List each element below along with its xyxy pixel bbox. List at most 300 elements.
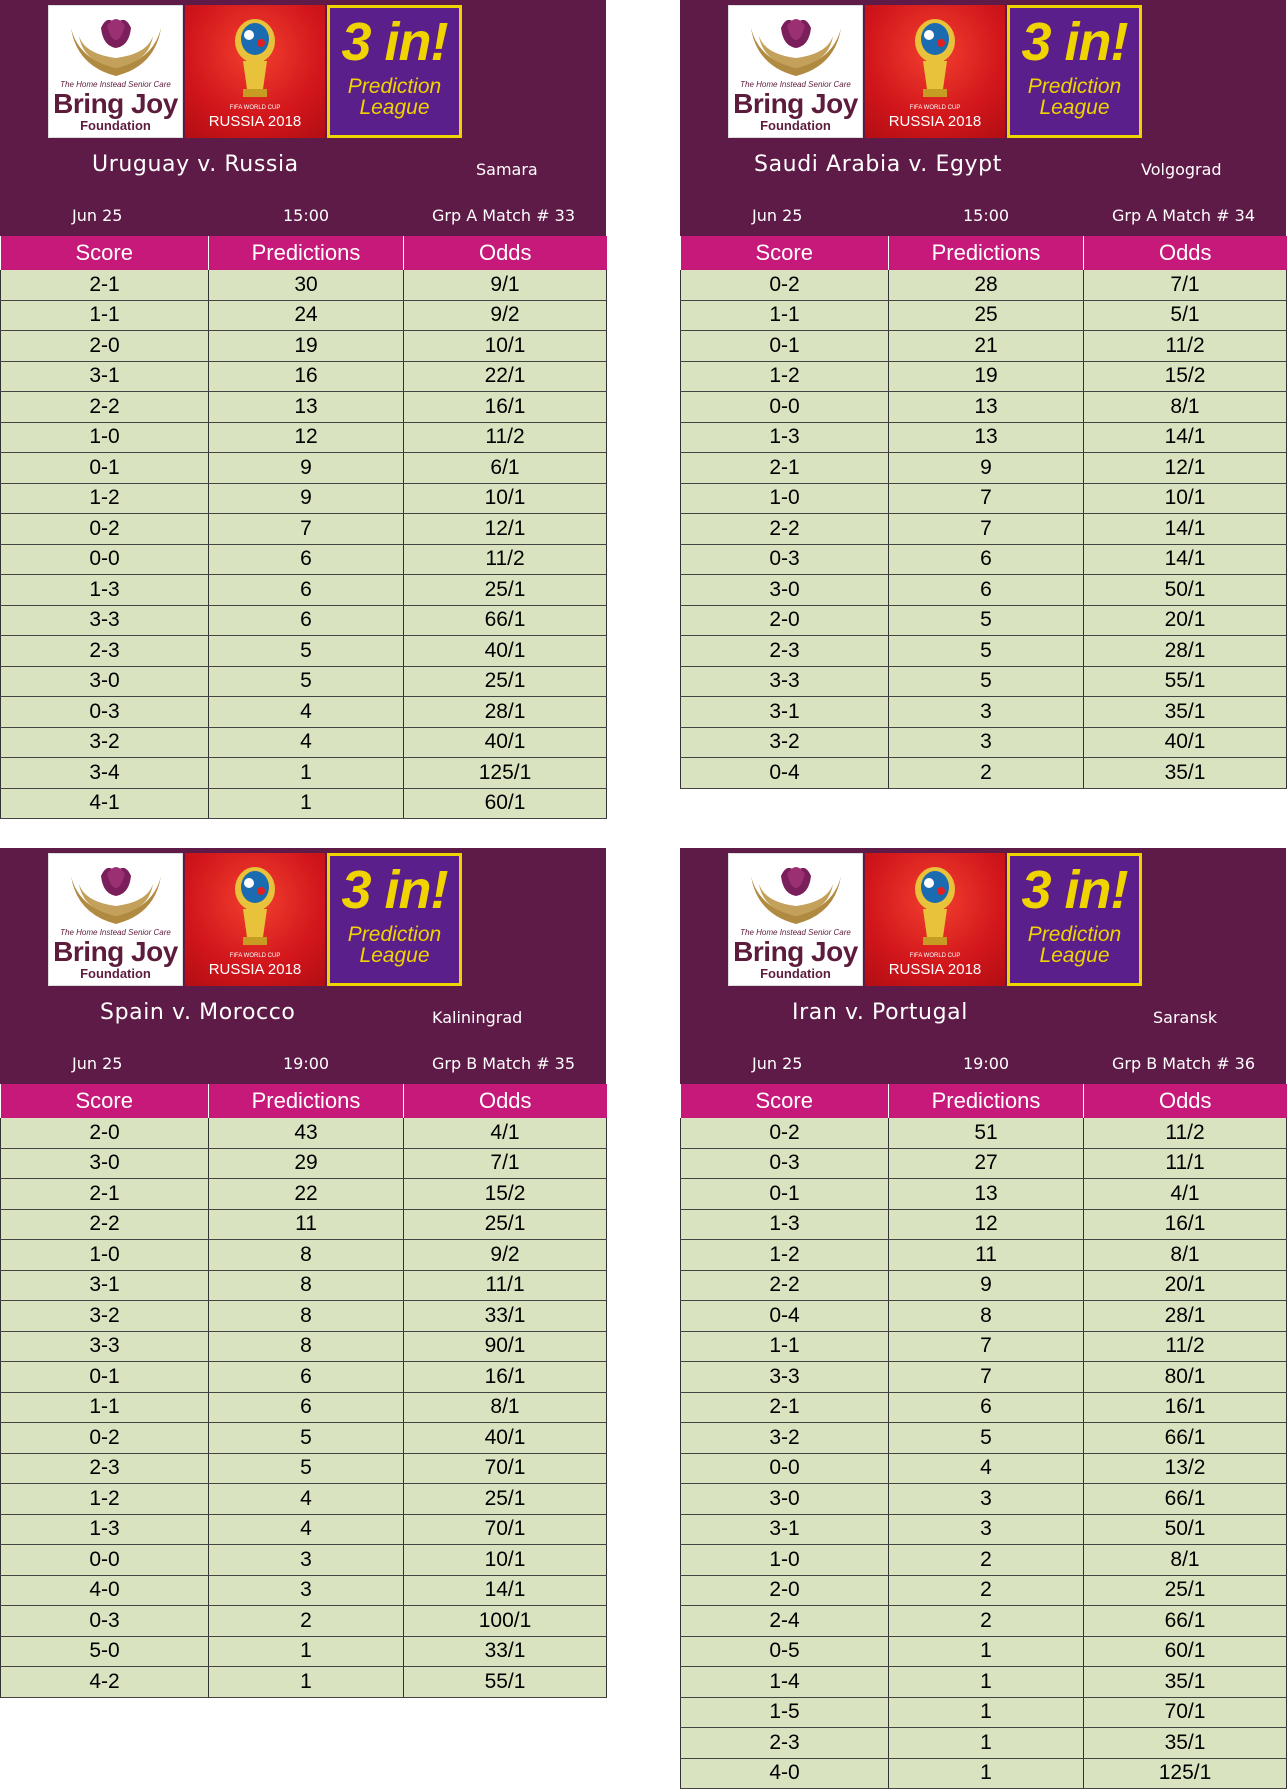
fifa-big-text: RUSSIA 2018 xyxy=(208,113,302,130)
match-date: Jun 25 xyxy=(72,1054,123,1073)
score-cell: 1-2 xyxy=(1,1484,209,1515)
table-row xyxy=(681,636,1287,667)
league-big-text: 3 in! xyxy=(1021,860,1128,920)
predictions-cell: 43 xyxy=(209,1118,404,1148)
league-big-text: 3 in! xyxy=(341,12,448,72)
odds-cell: 11/2 xyxy=(1084,1118,1287,1148)
score-cell: 0-2 xyxy=(1,1423,209,1454)
odds-cell: 11/2 xyxy=(1084,1331,1287,1362)
odds-cell: 20/1 xyxy=(1084,605,1287,636)
score-cell: 3-2 xyxy=(1,1301,209,1332)
league-big-text: 3 in! xyxy=(1021,12,1128,72)
table-row xyxy=(681,1423,1287,1454)
bring-joy-logo xyxy=(728,853,863,986)
predictions-cell: 1 xyxy=(209,758,404,789)
predictions-cell: 6 xyxy=(209,605,404,636)
score-column-header: Score xyxy=(681,1084,889,1118)
predictions-cell: 6 xyxy=(209,1392,404,1423)
predictions-cell: 2 xyxy=(889,1545,1084,1576)
odds-cell: 7/1 xyxy=(404,1148,607,1179)
odds-cell: 15/2 xyxy=(404,1179,607,1210)
odds-cell: 33/1 xyxy=(404,1301,607,1332)
fifa-small-text: FIFA WORLD CUP xyxy=(909,105,961,111)
fifa-small-text: FIFA WORLD CUP xyxy=(229,105,281,111)
odds-cell: 40/1 xyxy=(404,727,607,758)
table-row xyxy=(681,758,1287,789)
score-cell: 2-1 xyxy=(1,270,209,300)
match-time: 19:00 xyxy=(283,1054,330,1073)
score-cell: 3-0 xyxy=(681,575,889,606)
odds-cell: 60/1 xyxy=(1084,1636,1287,1667)
table-row xyxy=(1,483,607,514)
table-row xyxy=(681,1636,1287,1667)
odds-cell: 9/1 xyxy=(404,270,607,300)
odds-cell: 28/1 xyxy=(404,697,607,728)
league-subtitle xyxy=(1010,76,1139,118)
table-row xyxy=(1,575,607,606)
table-row xyxy=(681,1270,1287,1301)
score-cell: 0-3 xyxy=(1,1606,209,1637)
score-column-header: Score xyxy=(1,236,209,270)
table-row xyxy=(1,788,607,819)
odds-cell: 25/1 xyxy=(1084,1575,1287,1606)
table-row xyxy=(1,1667,607,1698)
odds-cell: 11/2 xyxy=(1084,331,1287,362)
table-row xyxy=(681,697,1287,728)
score-cell: 1-0 xyxy=(681,1545,889,1576)
match-panel xyxy=(0,848,606,1698)
predictions-cell: 3 xyxy=(209,1575,404,1606)
match-title: Saudi Arabia v. Egypt xyxy=(754,152,1002,177)
score-cell: 2-4 xyxy=(681,1606,889,1637)
fifa-small-text: FIFA WORLD CUP xyxy=(229,953,281,959)
predictions-cell: 6 xyxy=(209,544,404,575)
match-date: Jun 25 xyxy=(752,206,803,225)
score-cell: 2-1 xyxy=(681,453,889,484)
table-row xyxy=(681,1240,1287,1271)
score-cell: 2-0 xyxy=(681,1575,889,1606)
fifa-big-text: RUSSIA 2018 xyxy=(208,961,302,978)
odds-cell: 9/2 xyxy=(404,1240,607,1271)
league-logo xyxy=(327,5,462,138)
match-panel xyxy=(680,848,1286,1789)
predictions-cell: 12 xyxy=(889,1209,1084,1240)
score-cell: 4-0 xyxy=(1,1575,209,1606)
table-row xyxy=(1,270,607,300)
foundation-name: Bring Joy xyxy=(733,88,858,119)
odds-cell: 125/1 xyxy=(1084,1758,1287,1789)
table-row xyxy=(1,727,607,758)
score-cell: 3-3 xyxy=(1,605,209,636)
predictions-cell: 6 xyxy=(889,1392,1084,1423)
score-cell: 2-3 xyxy=(681,636,889,667)
score-cell: 1-3 xyxy=(681,422,889,453)
match-venue: Saransk xyxy=(1153,1008,1218,1027)
odds-cell: 6/1 xyxy=(404,453,607,484)
match-header xyxy=(680,0,1286,236)
foundation-word: Foundation xyxy=(760,966,831,981)
foundation-tagline: The Home Instead Senior Care xyxy=(740,80,851,89)
table-header-row xyxy=(1,236,607,270)
predictions-cell: 6 xyxy=(209,1362,404,1393)
match-time: 19:00 xyxy=(963,1054,1010,1073)
league-line-1: Prediction xyxy=(1027,75,1122,98)
predictions-cell: 1 xyxy=(889,1667,1084,1698)
predictions-cell: 12 xyxy=(209,422,404,453)
predictions-cell: 9 xyxy=(889,453,1084,484)
predictions-cell: 3 xyxy=(889,697,1084,728)
predictions-cell: 9 xyxy=(889,1270,1084,1301)
predictions-cell: 5 xyxy=(889,666,1084,697)
table-row xyxy=(1,300,607,331)
odds-cell: 9/2 xyxy=(404,300,607,331)
bring-joy-logo xyxy=(48,5,183,138)
odds-cell: 14/1 xyxy=(1084,422,1287,453)
table-header-row xyxy=(681,1084,1287,1118)
score-cell: 0-0 xyxy=(1,544,209,575)
predictions-cell: 8 xyxy=(209,1240,404,1271)
table-row xyxy=(1,1331,607,1362)
table-row xyxy=(1,1301,607,1332)
world-cup-logo xyxy=(185,5,325,138)
odds-column-header: Odds xyxy=(404,1084,607,1118)
score-cell: 2-2 xyxy=(1,392,209,423)
tulip-hands-icon xyxy=(49,854,184,928)
table-row xyxy=(681,727,1287,758)
table-row xyxy=(681,1545,1287,1576)
odds-cell: 11/1 xyxy=(404,1270,607,1301)
table-row xyxy=(681,392,1287,423)
predictions-cell: 16 xyxy=(209,361,404,392)
odds-cell: 66/1 xyxy=(1084,1606,1287,1637)
score-cell: 2-0 xyxy=(1,331,209,362)
table-row xyxy=(681,453,1287,484)
odds-cell: 16/1 xyxy=(1084,1392,1287,1423)
match-group: Grp A Match # 33 xyxy=(432,206,576,225)
league-big-text: 3 in! xyxy=(341,860,448,920)
score-cell: 2-3 xyxy=(1,1453,209,1484)
predictions-cell: 5 xyxy=(889,1423,1084,1454)
score-cell: 1-0 xyxy=(1,422,209,453)
predictions-cell: 25 xyxy=(889,300,1084,331)
predictions-cell: 4 xyxy=(209,697,404,728)
foundation-word: Foundation xyxy=(760,118,831,133)
score-cell: 2-2 xyxy=(681,1270,889,1301)
table-row xyxy=(1,331,607,362)
score-cell: 1-2 xyxy=(681,1240,889,1271)
odds-cell: 11/2 xyxy=(404,544,607,575)
score-cell: 3-1 xyxy=(1,361,209,392)
predictions-cell: 4 xyxy=(209,727,404,758)
predictions-cell: 1 xyxy=(889,1697,1084,1728)
score-cell: 4-0 xyxy=(681,1758,889,1789)
score-cell: 3-3 xyxy=(681,1362,889,1393)
league-line-1: Prediction xyxy=(1027,923,1122,946)
table-row xyxy=(681,1697,1287,1728)
table-row xyxy=(1,605,607,636)
score-cell: 1-1 xyxy=(681,1331,889,1362)
predictions-cell: 6 xyxy=(889,544,1084,575)
predictions-column-header: Predictions xyxy=(889,1084,1084,1118)
odds-cell: 8/1 xyxy=(1084,1240,1287,1271)
table-row xyxy=(681,1667,1287,1698)
score-cell: 3-0 xyxy=(1,1148,209,1179)
table-row xyxy=(681,605,1287,636)
predictions-cell: 5 xyxy=(889,605,1084,636)
predictions-cell: 4 xyxy=(889,1453,1084,1484)
odds-cell: 25/1 xyxy=(404,666,607,697)
score-cell: 1-0 xyxy=(1,1240,209,1271)
predictions-cell: 13 xyxy=(889,392,1084,423)
world-cup-logo xyxy=(865,853,1005,986)
score-cell: 2-0 xyxy=(1,1118,209,1148)
score-cell: 0-3 xyxy=(681,1148,889,1179)
predictions-cell: 3 xyxy=(889,727,1084,758)
league-subtitle xyxy=(330,924,459,966)
predictions-cell: 13 xyxy=(209,392,404,423)
predictions-cell: 24 xyxy=(209,300,404,331)
match-group: Grp B Match # 36 xyxy=(1112,1054,1256,1073)
predictions-cell: 28 xyxy=(889,270,1084,300)
table-row xyxy=(681,1148,1287,1179)
score-cell: 1-3 xyxy=(1,575,209,606)
predictions-cell: 19 xyxy=(889,361,1084,392)
league-subtitle xyxy=(330,76,459,118)
predictions-cell: 29 xyxy=(209,1148,404,1179)
score-cell: 0-0 xyxy=(681,392,889,423)
predictions-cell: 13 xyxy=(889,1179,1084,1210)
table-row xyxy=(1,1514,607,1545)
odds-cell: 4/1 xyxy=(1084,1179,1287,1210)
table-row xyxy=(681,300,1287,331)
table-row xyxy=(681,422,1287,453)
score-cell: 1-4 xyxy=(681,1667,889,1698)
score-cell: 2-1 xyxy=(681,1392,889,1423)
predictions-cell: 7 xyxy=(889,1362,1084,1393)
score-cell: 0-1 xyxy=(681,331,889,362)
table-row xyxy=(681,1392,1287,1423)
score-cell: 1-3 xyxy=(681,1209,889,1240)
score-cell: 0-3 xyxy=(1,697,209,728)
odds-cell: 70/1 xyxy=(1084,1697,1287,1728)
odds-cell: 10/1 xyxy=(1084,483,1287,514)
foundation-name: Bring Joy xyxy=(53,936,178,967)
predictions-cell: 11 xyxy=(209,1209,404,1240)
predictions-cell: 1 xyxy=(209,1636,404,1667)
table-row xyxy=(681,1484,1287,1515)
score-cell: 1-1 xyxy=(1,1392,209,1423)
odds-cell: 20/1 xyxy=(1084,1270,1287,1301)
score-cell: 1-2 xyxy=(1,483,209,514)
score-cell: 1-0 xyxy=(681,483,889,514)
predictions-cell: 27 xyxy=(889,1148,1084,1179)
table-header-row xyxy=(681,236,1287,270)
score-cell: 0-2 xyxy=(681,1118,889,1148)
predictions-cell: 6 xyxy=(209,575,404,606)
match-venue: Volgograd xyxy=(1141,160,1222,179)
score-cell: 3-3 xyxy=(681,666,889,697)
trophy-icon xyxy=(185,853,325,953)
table-row xyxy=(1,1423,607,1454)
match-group: Grp B Match # 35 xyxy=(432,1054,576,1073)
odds-cell: 60/1 xyxy=(404,788,607,819)
score-cell: 4-1 xyxy=(1,788,209,819)
predictions-cell: 2 xyxy=(889,1575,1084,1606)
league-line-1: Prediction xyxy=(347,75,442,98)
table-row xyxy=(681,1179,1287,1210)
table-row xyxy=(681,1362,1287,1393)
score-cell: 0-2 xyxy=(681,270,889,300)
odds-cell: 14/1 xyxy=(1084,544,1287,575)
world-cup-logo xyxy=(185,853,325,986)
odds-cell: 70/1 xyxy=(404,1514,607,1545)
score-column-header: Score xyxy=(1,1084,209,1118)
predictions-cell: 7 xyxy=(889,1331,1084,1362)
odds-cell: 11/2 xyxy=(404,422,607,453)
odds-cell: 66/1 xyxy=(1084,1423,1287,1454)
predictions-cell: 4 xyxy=(209,1484,404,1515)
odds-cell: 80/1 xyxy=(1084,1362,1287,1393)
tulip-hands-icon xyxy=(49,6,184,80)
foundation-tagline: The Home Instead Senior Care xyxy=(740,928,851,937)
table-row xyxy=(1,1118,607,1148)
table-row xyxy=(1,544,607,575)
score-cell: 1-1 xyxy=(681,300,889,331)
table-row xyxy=(681,1575,1287,1606)
score-cell: 2-3 xyxy=(1,636,209,667)
league-logo xyxy=(327,853,462,986)
table-row xyxy=(1,1209,607,1240)
predictions-cell: 1 xyxy=(889,1728,1084,1759)
odds-cell: 22/1 xyxy=(404,361,607,392)
odds-cell: 125/1 xyxy=(404,758,607,789)
odds-cell: 16/1 xyxy=(404,392,607,423)
predictions-cell: 19 xyxy=(209,331,404,362)
odds-cell: 25/1 xyxy=(404,1209,607,1240)
foundation-name: Bring Joy xyxy=(733,936,858,967)
predictions-cell: 9 xyxy=(209,483,404,514)
score-cell: 2-1 xyxy=(1,1179,209,1210)
odds-column-header: Odds xyxy=(1084,1084,1287,1118)
odds-cell: 11/1 xyxy=(1084,1148,1287,1179)
odds-cell: 10/1 xyxy=(404,1545,607,1576)
table-row xyxy=(681,1301,1287,1332)
bring-joy-logo xyxy=(48,853,183,986)
odds-cell: 12/1 xyxy=(1084,453,1287,484)
odds-cell: 100/1 xyxy=(404,1606,607,1637)
table-row xyxy=(681,514,1287,545)
odds-cell: 40/1 xyxy=(404,636,607,667)
table-row xyxy=(1,453,607,484)
match-title: Iran v. Portugal xyxy=(792,1000,968,1025)
odds-cell: 8/1 xyxy=(1084,392,1287,423)
predictions-cell: 1 xyxy=(209,1667,404,1698)
league-line-1: Prediction xyxy=(347,923,442,946)
match-time: 15:00 xyxy=(283,206,330,225)
predictions-cell: 7 xyxy=(209,514,404,545)
predictions-table xyxy=(680,236,1287,789)
odds-cell: 25/1 xyxy=(404,575,607,606)
foundation-tagline: The Home Instead Senior Care xyxy=(60,928,171,937)
match-title: Spain v. Morocco xyxy=(100,1000,296,1025)
table-row xyxy=(1,514,607,545)
foundation-word: Foundation xyxy=(80,118,151,133)
score-cell: 2-2 xyxy=(681,514,889,545)
odds-column-header: Odds xyxy=(404,236,607,270)
match-venue: Kaliningrad xyxy=(432,1008,523,1027)
table-row xyxy=(1,1453,607,1484)
predictions-cell: 5 xyxy=(889,636,1084,667)
match-group: Grp A Match # 34 xyxy=(1112,206,1256,225)
table-row xyxy=(1,1179,607,1210)
score-cell: 3-2 xyxy=(681,727,889,758)
table-row xyxy=(1,1636,607,1667)
score-cell: 3-1 xyxy=(1,1270,209,1301)
trophy-icon xyxy=(865,5,1005,105)
table-row xyxy=(681,544,1287,575)
odds-cell: 35/1 xyxy=(1084,1667,1287,1698)
tulip-hands-icon xyxy=(729,6,864,80)
score-cell: 0-5 xyxy=(681,1636,889,1667)
score-cell: 0-1 xyxy=(1,453,209,484)
odds-cell: 13/2 xyxy=(1084,1453,1287,1484)
table-row xyxy=(681,270,1287,300)
predictions-cell: 2 xyxy=(889,1606,1084,1637)
trophy-icon xyxy=(185,5,325,105)
predictions-cell: 5 xyxy=(209,636,404,667)
odds-cell: 35/1 xyxy=(1084,758,1287,789)
predictions-cell: 8 xyxy=(209,1301,404,1332)
odds-cell: 28/1 xyxy=(1084,636,1287,667)
table-row xyxy=(681,331,1287,362)
predictions-column-header: Predictions xyxy=(209,1084,404,1118)
fifa-small-text: FIFA WORLD CUP xyxy=(909,953,961,959)
odds-cell: 10/1 xyxy=(404,331,607,362)
fifa-big-text: RUSSIA 2018 xyxy=(888,961,982,978)
table-row xyxy=(681,1118,1287,1148)
league-line-2: League xyxy=(359,96,430,119)
predictions-cell: 8 xyxy=(889,1301,1084,1332)
match-time: 15:00 xyxy=(963,206,1010,225)
table-row xyxy=(1,1240,607,1271)
table-row xyxy=(1,361,607,392)
score-column-header: Score xyxy=(681,236,889,270)
foundation-word: Foundation xyxy=(80,966,151,981)
table-row xyxy=(1,392,607,423)
predictions-column-header: Predictions xyxy=(209,236,404,270)
odds-cell: 90/1 xyxy=(404,1331,607,1362)
odds-cell: 33/1 xyxy=(404,1636,607,1667)
table-row xyxy=(1,1392,607,1423)
odds-cell: 16/1 xyxy=(1084,1209,1287,1240)
odds-cell: 14/1 xyxy=(1084,514,1287,545)
odds-cell: 55/1 xyxy=(404,1667,607,1698)
score-cell: 1-3 xyxy=(1,1514,209,1545)
predictions-cell: 3 xyxy=(889,1484,1084,1515)
predictions-cell: 1 xyxy=(209,788,404,819)
match-date: Jun 25 xyxy=(72,206,123,225)
table-row xyxy=(1,636,607,667)
table-row xyxy=(1,697,607,728)
predictions-cell: 21 xyxy=(889,331,1084,362)
predictions-cell: 1 xyxy=(889,1636,1084,1667)
score-cell: 3-2 xyxy=(681,1423,889,1454)
score-cell: 0-3 xyxy=(681,544,889,575)
predictions-cell: 30 xyxy=(209,270,404,300)
score-cell: 0-1 xyxy=(1,1362,209,1393)
tulip-hands-icon xyxy=(729,854,864,928)
odds-cell: 28/1 xyxy=(1084,1301,1287,1332)
